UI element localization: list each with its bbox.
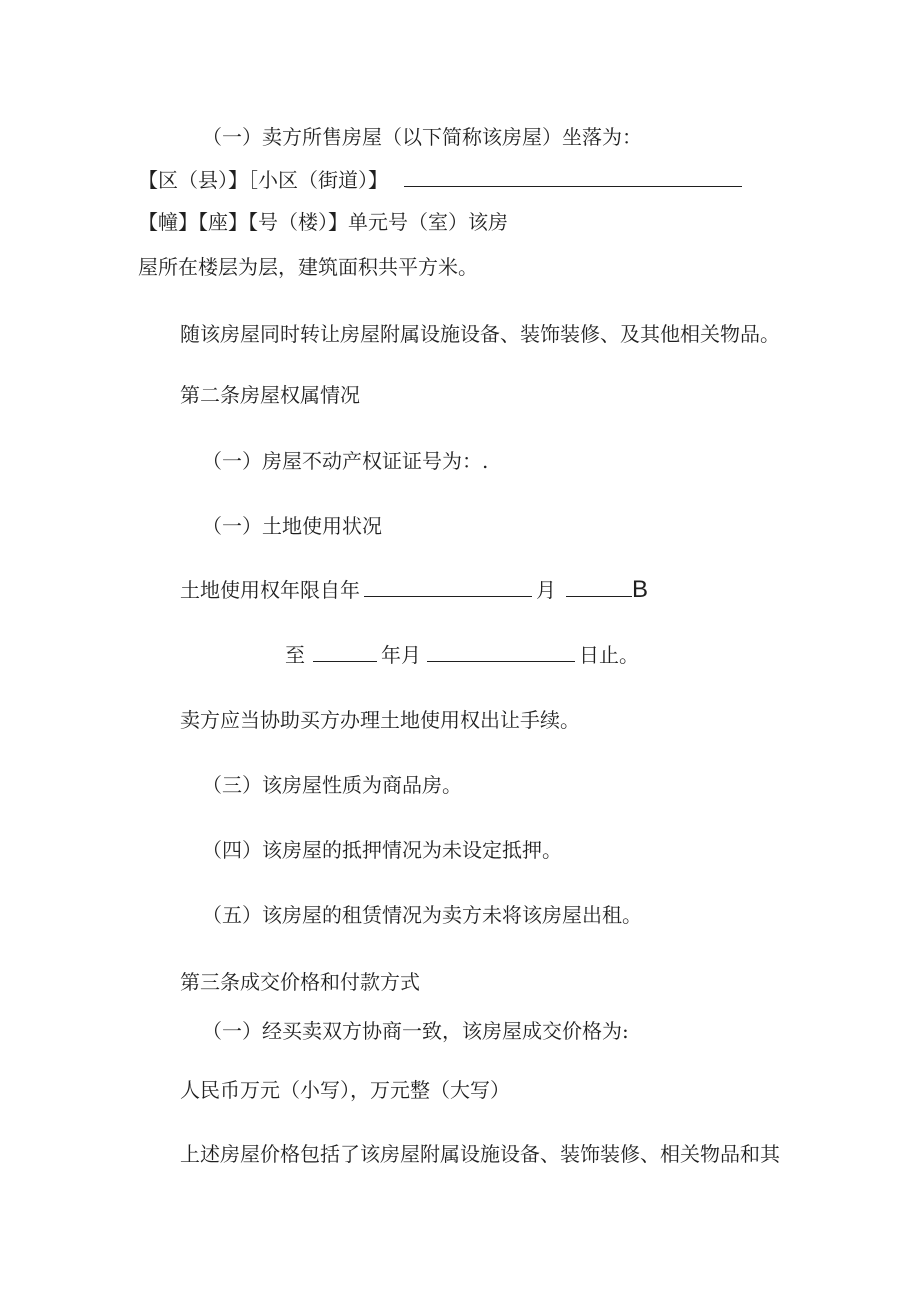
- heading-article-3: 第三条成交价格和付款方式: [180, 970, 420, 994]
- land-term-month-label: 月: [536, 578, 556, 602]
- paragraph-land-status: （一）土地使用状况: [202, 514, 382, 538]
- land-term-end-year-blank[interactable]: [313, 643, 377, 662]
- paragraph-floor-area: 屋所在楼层为层，建筑面积共平方米。: [138, 255, 478, 279]
- paragraph-district-line: [138, 168, 746, 192]
- land-term-day-label: B: [632, 576, 649, 603]
- land-term-year-blank[interactable]: [364, 578, 532, 597]
- district-label: 【区（县）】［小区（街道）】: [138, 168, 388, 192]
- land-term-end-label: 至: [285, 643, 305, 667]
- paragraph-land-term-end: [285, 643, 639, 667]
- paragraph-land-transfer: 卖方应当协助买方办理土地使用权出让手续。: [180, 708, 580, 732]
- land-term-label: 土地使用权年限自年: [180, 578, 360, 602]
- land-term-end-month-label: 年月: [381, 643, 421, 667]
- paragraph-land-term: [180, 578, 648, 602]
- paragraph-mortgage-status: （四）该房屋的抵押情况为未设定抵押。: [202, 838, 562, 862]
- paragraph-property-nature: （三）该房屋性质为商品房。: [202, 773, 462, 797]
- land-term-end-suffix: 日止。: [579, 643, 639, 667]
- paragraph-price-includes: 上述房屋价格包括了该房屋附属设施设备、装饰装修、相关物品和其: [180, 1142, 780, 1166]
- heading-article-2: 第二条房屋权属情况: [180, 383, 360, 407]
- paragraph-lease-status: （五）该房屋的租赁情况为卖方未将该房屋出租。: [202, 903, 642, 927]
- paragraph-price-amount: 人民币万元（小写），万元整（大写）: [180, 1078, 510, 1102]
- paragraph-location: （一）卖方所售房屋（以下简称该房屋）坐落为：: [202, 125, 642, 149]
- land-term-end-day-blank[interactable]: [427, 643, 575, 662]
- address-blank[interactable]: [404, 168, 742, 187]
- paragraph-certificate-number: （一）房屋不动产权证证号为：.: [202, 449, 489, 473]
- paragraph-included-items: 随该房屋同时转让房屋附属设施设备、装饰装修、及其他相关物品。: [180, 322, 780, 346]
- land-term-day-blank[interactable]: [566, 578, 632, 597]
- paragraph-price-agreement: （一）经买卖双方协商一致，该房屋成交价格为:: [202, 1019, 629, 1043]
- paragraph-building-line: 【幢】【座】【号（楼）】单元号（室）该房: [138, 210, 508, 234]
